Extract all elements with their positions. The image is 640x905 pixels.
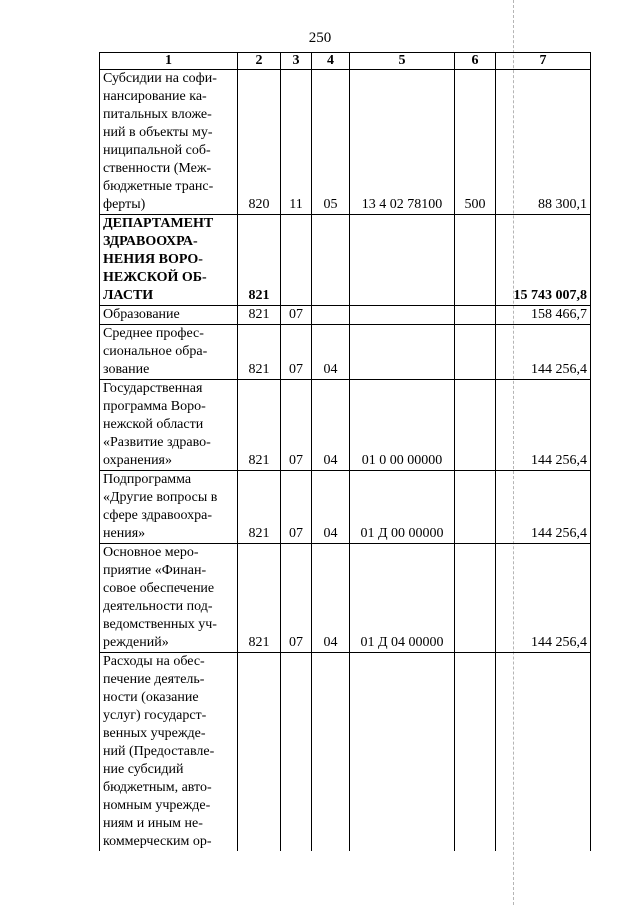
row-target-code: 13 4 02 78100 [350, 70, 455, 215]
row-expense-type [455, 306, 496, 325]
row-expense-type [455, 471, 496, 544]
row-name: Государственная программа Воро- нежской области «Развитие здраво- охранения» [100, 380, 238, 471]
row-target-code [350, 653, 455, 852]
budget-table [99, 52, 591, 851]
row-section-code: 07 [281, 471, 312, 544]
row-section-code [281, 215, 312, 306]
header-row [100, 53, 591, 70]
row-amount: 158 466,7 [496, 306, 591, 325]
row-amount: 144 256,4 [496, 471, 591, 544]
row-amount: 88 300,1 [496, 70, 591, 215]
row-expense-type [455, 215, 496, 306]
header-col-4: 4 [312, 53, 350, 70]
row-expense-type [455, 544, 496, 653]
table-row [100, 380, 591, 471]
row-section-code: 07 [281, 544, 312, 653]
row-subsection-code: 04 [312, 380, 350, 471]
table-row [100, 306, 591, 325]
row-amount: 144 256,4 [496, 380, 591, 471]
table-row [100, 325, 591, 380]
table-row [100, 544, 591, 653]
header-col-3: 3 [281, 53, 312, 70]
row-name: ДЕПАРТАМЕНТ ЗДРАВООХРА- НЕНИЯ ВОРО- НЕЖСКОЙ ОБ- ЛАСТИ [100, 215, 238, 306]
row-expense-type [455, 653, 496, 852]
row-section-code: 07 [281, 380, 312, 471]
row-name: Основное меро- приятие «Финан- совое обеспечение деятельности под- ведомственных уч- реждений» [100, 544, 238, 653]
row-name: Расходы на обес- печение деятель- ности (оказание услуг) государст- венных учрежде- ний (Предоставле- ние субсидий бюджетным, авто- номным учрежде- ниям и иным не- коммерческим ор- [100, 653, 238, 852]
header-col-7: 7 [496, 53, 591, 70]
row-subsection-code: 04 [312, 544, 350, 653]
header-col-5: 5 [350, 53, 455, 70]
header-col-2: 2 [238, 53, 281, 70]
row-subsection-code: 05 [312, 70, 350, 215]
row-target-code [350, 215, 455, 306]
header-col-6: 6 [455, 53, 496, 70]
row-target-code [350, 325, 455, 380]
row-subsection-code [312, 215, 350, 306]
row-ministry-code: 821 [238, 325, 281, 380]
row-name: Образование [100, 306, 238, 325]
row-section-code: 11 [281, 70, 312, 215]
row-name: Субсидии на софи- нансирование ка- питальных вложе- ний в объекты му- ниципальной соб- ственности (Меж- бюджетные транс- ферты) [100, 70, 238, 215]
row-target-code: 01 0 00 00000 [350, 380, 455, 471]
row-expense-type [455, 325, 496, 380]
row-ministry-code [238, 653, 281, 852]
table-row [100, 653, 591, 852]
row-ministry-code: 821 [238, 380, 281, 471]
row-target-code: 01 Д 00 00000 [350, 471, 455, 544]
page-number: 250 [308, 30, 332, 46]
row-target-code: 01 Д 04 00000 [350, 544, 455, 653]
header-col-1: 1 [100, 53, 238, 70]
row-section-code: 07 [281, 325, 312, 380]
row-name: Подпрограмма «Другие вопросы в сфере здравоохра- нения» [100, 471, 238, 544]
row-amount: 144 256,4 [496, 325, 591, 380]
row-target-code [350, 306, 455, 325]
row-section-code: 07 [281, 306, 312, 325]
row-amount [496, 653, 591, 852]
table-row [100, 215, 591, 306]
row-ministry-code: 821 [238, 471, 281, 544]
row-ministry-code: 820 [238, 70, 281, 215]
table-row [100, 70, 591, 215]
row-amount: 15 743 007,8 [496, 215, 591, 306]
row-subsection-code: 04 [312, 325, 350, 380]
row-ministry-code: 821 [238, 306, 281, 325]
row-subsection-code: 04 [312, 471, 350, 544]
row-section-code [281, 653, 312, 852]
row-expense-type [455, 380, 496, 471]
row-subsection-code [312, 653, 350, 852]
row-ministry-code: 821 [238, 215, 281, 306]
row-name: Среднее профес- сиональное обра- зование [100, 325, 238, 380]
row-amount: 144 256,4 [496, 544, 591, 653]
table-row [100, 471, 591, 544]
row-subsection-code [312, 306, 350, 325]
row-expense-type: 500 [455, 70, 496, 215]
row-ministry-code: 821 [238, 544, 281, 653]
